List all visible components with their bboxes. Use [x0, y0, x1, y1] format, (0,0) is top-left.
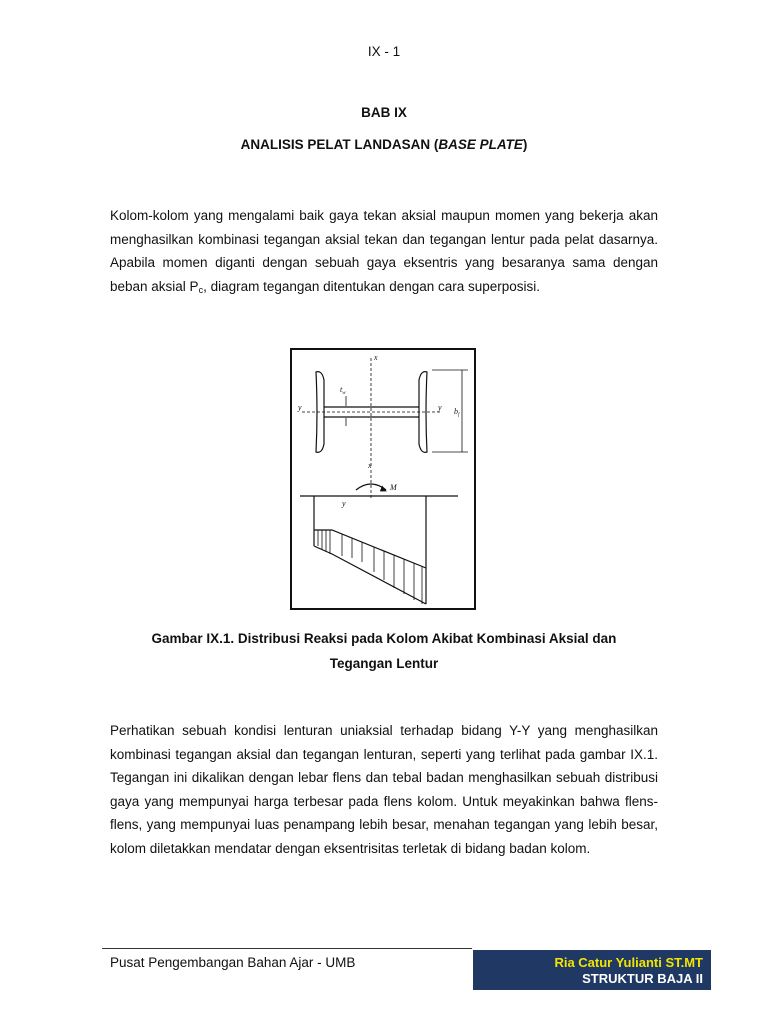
- stress-diagram: [314, 530, 426, 568]
- figure-caption: [120, 626, 648, 676]
- footer-course: STRUKTUR BAJA II: [582, 971, 703, 986]
- caption-line-1: Gambar IX.1. Distribusi Reaksi pada Kolom Akibat Kombinasi Aksial dan: [151, 631, 617, 646]
- intro-text: Kolom-kolom yang mengalami baik gaya tekan aksial maupun momen yang bekerja akan menghasilkan kombinasi tegangan aksial tekan dan tegangan lentur pada pelat dasarnya. Apabila momen diganti dengan sebuah gaya eksentris yang besaranya sama dengan beban aksial P: [110, 208, 658, 294]
- label-y-left: y: [298, 403, 302, 412]
- caption-line-2: Tegangan Lentur: [329, 656, 439, 671]
- column-diagram: [292, 350, 474, 608]
- label-bf: [454, 407, 460, 418]
- intro-text-end: , diagram tegangan ditentukan dengan cara superposisi.: [203, 278, 541, 294]
- label-moment: M: [390, 483, 397, 492]
- label-bf-main: b: [454, 407, 458, 416]
- chapter-title: [0, 137, 768, 152]
- label-tw-main: t: [340, 385, 343, 394]
- footer-institution: Pusat Pengembangan Bahan Ajar - UMB: [110, 955, 356, 970]
- label-x-bottom: x: [368, 461, 372, 470]
- label-y-low: y: [342, 499, 346, 508]
- intro-paragraph: [110, 204, 658, 298]
- label-x-top: x: [374, 353, 378, 362]
- footer-author: Ria Catur Yulianti ST.MT: [554, 955, 703, 970]
- body-paragraph: Perhatikan sebuah kondisi lenturan uniaksial terhadap bidang Y-Y yang menghasilkan kombinasi tegangan aksial dan tegangan lenturan, seperti yang terlihat pada gambar IX.1. Tegangan ini dikalikan dengan lebar flens dan tebal badan menghasilkan sebuah distribusi gaya yang mempunyai harga terbesar pada flens kolom. Untuk meyakinkan bahwa flens-flens, yang mempunyai luas penampang lebih besar, menahan tegangan yang lebih besar, kolom diletakkan mendatar dengan eksentrisitas terletak di bidang badan kolom.: [110, 723, 658, 856]
- footer-divider: [102, 948, 472, 949]
- chapter-label: BAB IX: [361, 105, 407, 120]
- figure-column-stress-distribution: [290, 348, 476, 610]
- label-tw: [340, 385, 346, 396]
- footer-author-box: [473, 950, 711, 990]
- label-y-right: y: [438, 403, 442, 412]
- label-tw-sub: w: [342, 391, 346, 396]
- label-bf-sub: f: [458, 413, 460, 418]
- chapter-title-italic: BASE PLATE: [438, 137, 523, 152]
- intro-subscript: c: [198, 284, 204, 295]
- chapter-title-prefix: ANALISIS PELAT LANDASAN (: [240, 137, 439, 152]
- page-number: IX - 1: [367, 44, 401, 59]
- chapter-title-suffix: ): [522, 137, 528, 152]
